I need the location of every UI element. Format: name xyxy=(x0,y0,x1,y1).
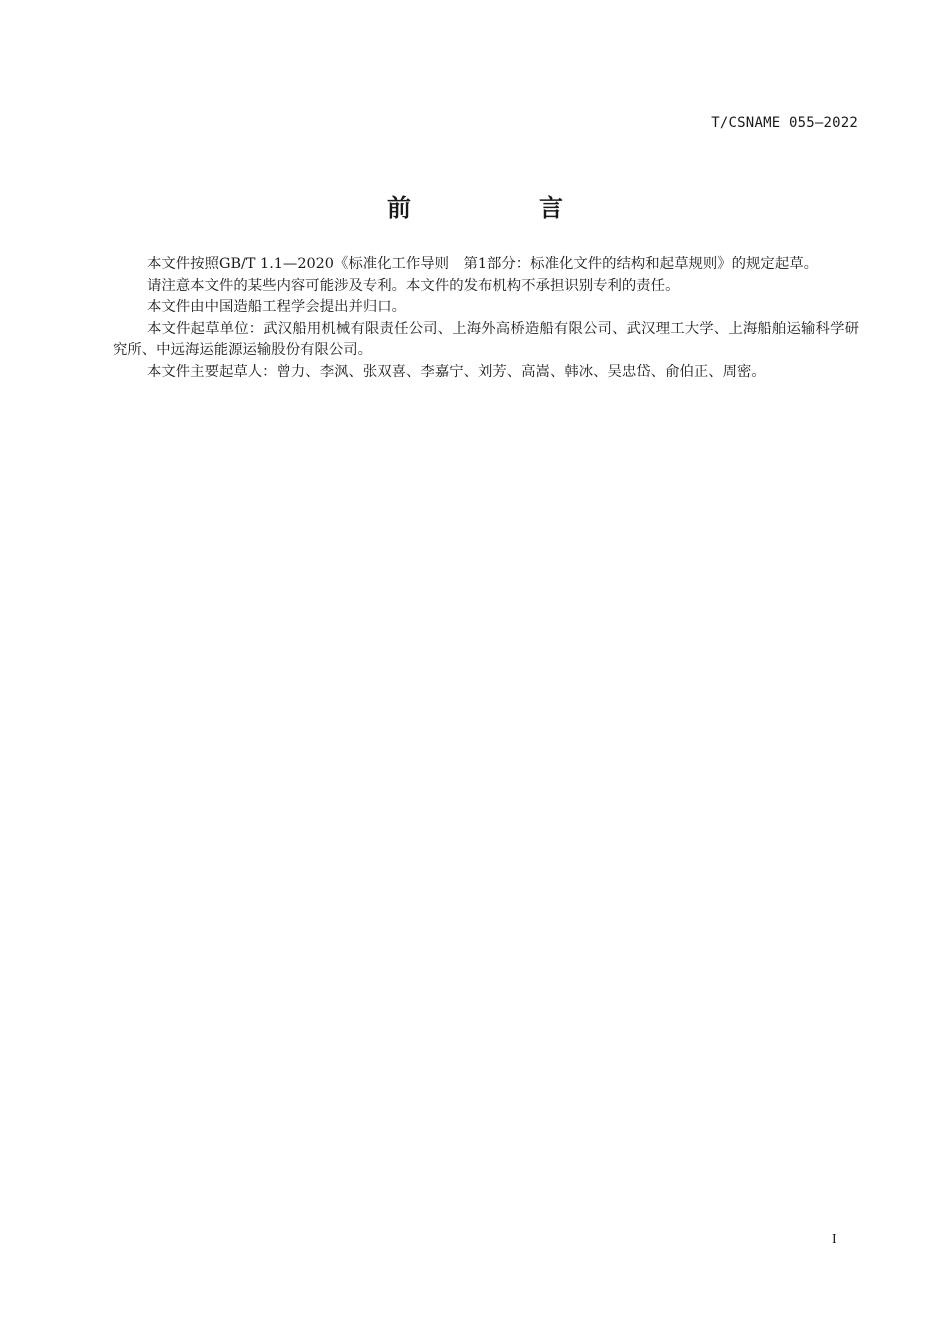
page-number: I xyxy=(832,1232,837,1247)
paragraph-drafting-units: 本文件起草单位：武汉船用机械有限责任公司、上海外高桥造船有限公司、武汉理工大学、上海船舶运输科学研究所、中远海运能源运输股份有限公司。 xyxy=(113,320,859,359)
paragraph-drafting-rules: 本文件按照GB/T 1.1—2020《标准化工作导则 第1部分：标准化文件的结构和起草规则》的规定起草。 xyxy=(147,256,818,272)
page-title: 前 言 xyxy=(387,194,615,222)
paragraph-drafters: 本文件主要起草人：曾力、李沨、张双喜、李嘉宁、刘芳、高嵩、韩冰、吴忠岱、俞伯正、周密。 xyxy=(147,363,766,380)
paragraph-proposer: 本文件由中国造船工程学会提出并归口。 xyxy=(147,299,407,316)
paragraph-patent-notice: 请注意本文件的某些内容可能涉及专利。本文件的发布机构不承担识别专利的责任。 xyxy=(147,277,680,294)
foreword-body xyxy=(113,254,859,384)
document-code: T/CSNAME 055—2022 xyxy=(711,115,858,131)
